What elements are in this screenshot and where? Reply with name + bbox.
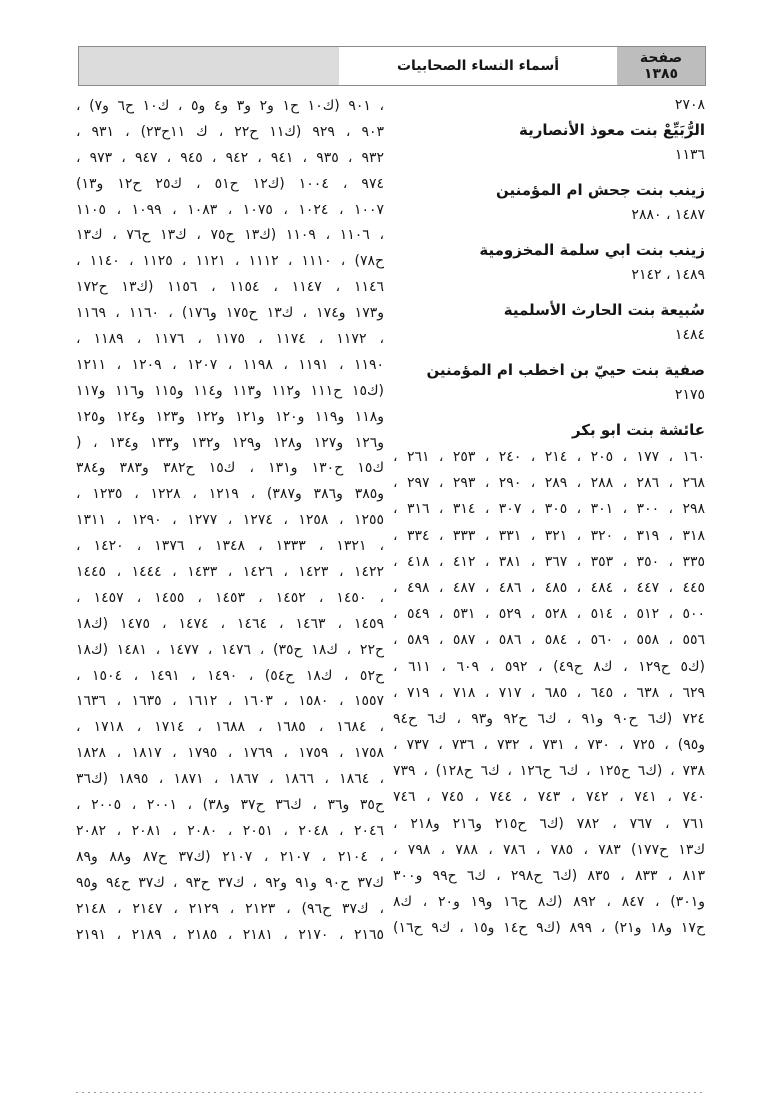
ref-line: ٥٠٠ ، ٥١٢ ، ٥١٤ ، ٥٢٨ ، ٥٢٩ ، ٥٣١ ، ٥٤٩ ،	[393, 606, 706, 623]
ref-line: ح٧٨) ، ١١١٠ ، ١١١٢ ، ١١٢١ ، ١١٢٥ ، ١١٤٠ ،	[76, 253, 385, 270]
ref-line: و٣٠١) ، ٨٤٧ ، ٨٩٢ (ك٨ ح١٦ و١٩ و٢٠ ، ك٨	[393, 894, 705, 911]
ref-line: ح٥٢ ، ك١٨ ح٥٤) ، ١٤٩٠ ، ١٤٩١ ، ١٥٠٤ ،	[76, 667, 385, 684]
ref-line: ح١٧ و١٨ و٢١) ، ٨٩٩ (ك٩ ح١٤ و١٥ ، ك٩ ح١٦)	[393, 920, 705, 937]
ref-line: ٧٢٤ (ك٦ ح٩٠ و٩١ ، ك٦ ح٩٢ و٩٣ ، ك٦ ح٩٤	[393, 710, 705, 727]
ref-line: ٩٠٣ ، ٩٢٩ (ك١١ ح٢٢ ، ك ١١ح٢٣) ، ٩٣١ ،	[76, 123, 384, 140]
entry-refs: ٢١٧٥	[674, 387, 705, 403]
ref-line: و١٢٦ و١٢٧ و١٢٨ و١٢٩ و١٣٢ و١٣٣ و١٣٤ ، (	[76, 434, 385, 451]
ref-line: ٦٢٩ ، ٦٣٨ ، ٦٤٥ ، ٦٨٥ ، ٧١٧ ، ٧١٨ ، ٧١٩ ،	[393, 684, 706, 701]
ref-line: ح٣٥ و٣٦ ، ك٣٦ ح٣٧ و٣٨) ، ٢٠٠١ ، ٢٠٠٥ ،	[76, 797, 384, 814]
entry-name: عائشة بنت ابو بكر	[571, 421, 705, 439]
entry-refs: ١١٣٦	[674, 147, 705, 163]
ref-line: ١٥٥٧ ، ١٥٨٠ ، ١٦٠٣ ، ١٦١٢ ، ١٦٣٥ ، ١٦٣٦	[76, 693, 385, 710]
page-number: ١٣٨٥	[643, 66, 679, 82]
ref-line: ، ١١٠٦ ، ١١٠٩ (ك١٣ ح٧٥ ، ك١٣ ح٧٦ ، ك١٣	[76, 227, 384, 244]
ref-line: و٩٥) ، ٧٢٥ ، ٧٣٠ ، ٧٣١ ، ٧٣٢ ، ٧٣٦ ، ٧٣٧ ،	[393, 737, 706, 754]
entry-refs: ١٤٨٧ ، ٢٨٨٠	[631, 207, 705, 223]
ref-line: ٧٦١ ، ٧٦٧ ، ٧٨٢ (ك٦ ح٢١٥ و٢١٦ و٢١٨ ،	[393, 815, 706, 832]
ref-line: ١١٤٦ ، ١١٤٧ ، ١١٥٤ ، ١١٥٦ (ك١٣ ح١٧٢	[76, 279, 385, 296]
ref-line: ٢٦٨ ، ٢٨٦ ، ٢٨٨ ، ٢٨٩ ، ٢٩٠ ، ٢٩٣ ، ٢٩٧ ،	[393, 475, 706, 492]
ref-line: ك١٥ ح١٣٠ و١٣١ ، ك١٥ ح٣٨٢ و٣٨٣ و٣٨٤	[76, 460, 384, 477]
ref-line: ك١٣ ح١٧٧) ٧٨٣ ، ٧٨٥ ، ٧٨٦ ، ٧٨٨ ، ٧٩٨ ،	[393, 841, 705, 858]
ref-line: ١٤٢٢ ، ١٤٢٣ ، ١٤٢٦ ، ١٤٣٣ ، ١٤٤٤ ، ١٤٤٥	[76, 564, 385, 581]
ref-line: ، ك٣٧ ح٩٦) ، ٢١٢٣ ، ٢١٢٩ ، ٢١٤٧ ، ٢١٤٨	[76, 900, 384, 917]
ref-line: و٣٨٥ و٣٨٦ و٣٨٧) ، ١٢١٩ ، ١٢٢٨ ، ١٢٣٥ ،	[76, 486, 385, 503]
ref-line: ١١٩٠ ، ١١٩١ ، ١١٩٨ ، ١٢٠٧ ، ١٢٠٩ ، ١٢١١	[76, 356, 385, 373]
ref-line: ٣١٨ ، ٣١٩ ، ٣٢٠ ، ٣٢١ ، ٣٣١ ، ٣٣٣ ، ٣٣٤ ،	[393, 527, 706, 544]
ref-line: ح٢٢ ، ك١٨ ح٣٥) ، ١٤٧٦ ، ١٤٧٧ ، ١٤٨١ (ك١٨	[76, 641, 385, 658]
entry-name: زينب بنت جحش ام المؤمنين	[495, 181, 705, 199]
ref-line: ، ٢١٠٤ ، ٢١٠٧ ، ٢١٠٧ (ك٣٧ ح٨٧ و٨٨ و٨٩	[76, 848, 385, 865]
bottom-rule	[76, 1092, 706, 1093]
ref-line: ٧٣٨ ، (ك٦ ح١٢٥ ، ك٦ ح١٢٦ ، ك٦ ح١٢٨) ، ٧٣٩	[393, 763, 705, 780]
left-column	[76, 94, 384, 948]
ref-line: ١٢٥٥ ، ١٢٥٨ ، ١٢٧٤ ، ١٢٧٧ ، ١٢٩٠ ، ١٣١١	[76, 512, 385, 529]
header-shade	[79, 47, 339, 85]
entry-refs: ١٤٨٤	[674, 327, 705, 343]
ref-line: ٧٤٠ ، ٧٤١ ، ٧٤٢ ، ٧٤٣ ، ٧٤٤ ، ٧٤٥ ، ٧٤٦	[393, 789, 706, 806]
ref-line: ٣٣٥ ، ٣٥٠ ، ٣٥٣ ، ٣٦٧ ، ٣٨١ ، ٤١٢ ، ٤١٨ ،	[393, 553, 706, 570]
ref-line: ، ٩٠١ (ك١٠ ح١ و٢ و٣ و٤ و٥ ، ك١٠ ح٦ و٧) ،	[76, 98, 384, 114]
ref-line: ٩٣٢ ، ٩٣٥ ، ٩٤١ ، ٩٤٢ ، ٩٤٥ ، ٩٤٧ ، ٩٧٣ ،	[76, 149, 385, 166]
ref-line: ٩٧٤ ، ١٠٠٤ (ك١٢ ح٥١ ، ك٢٥ ح١٢ و١٣)	[76, 175, 384, 192]
entry-name: سُبيعة بنت الحارث الأسلمية	[503, 301, 705, 319]
ref-line: (ك١٥ ح١١١ و١١٢ و١١٣ و١١٤ و١١٥ و١١٦ و١١٧	[76, 382, 384, 399]
ref-line: ١٦٠ ، ١٧٧ ، ٢٠٥ ، ٢١٤ ، ٢٤٠ ، ٢٥٣ ، ٢٦١ ،	[393, 449, 706, 465]
ref-line: ٢٠٤٦ ، ٢٠٤٨ ، ٢٠٥١ ، ٢٠٨٠ ، ٢٠٨١ ، ٢٠٨٢	[76, 822, 385, 839]
ref-line: ٢٩٨ ، ٣٠٠ ، ٣٠١ ، ٣٠٥ ، ٣٠٧ ، ٣١٤ ، ٣١٦ ،	[393, 501, 706, 518]
continued-ref: ٢٧٠٨	[674, 97, 705, 113]
ref-line: ، ١٣٢١ ، ١٣٣٣ ، ١٣٤٨ ، ١٣٧٦ ، ١٤٢٠ ،	[76, 538, 385, 555]
ref-line: ٤٤٥ ، ٤٤٧ ، ٤٨٤ ، ٤٨٥ ، ٤٨٦ ، ٤٨٧ ، ٤٩٨ ،	[393, 579, 706, 596]
ref-line: و١١٨ و١١٩ و١٢٠ و١٢١ و١٢٢ و١٢٣ و١٢٤ و١٢٥	[76, 408, 385, 425]
ref-line: ، ١٦٨٤ ، ١٦٨٥ ، ١٦٨٨ ، ١٧١٤ ، ١٧١٨ ،	[76, 719, 385, 736]
page-header	[78, 46, 706, 86]
ref-line: ، ١٨٦٤ ، ١٨٦٦ ، ١٨٦٧ ، ١٨٧١ ، ١٨٩٥ (ك٣٦	[76, 771, 385, 788]
ref-line: ٥٥٦ ، ٥٥٨ ، ٥٦٠ ، ٥٨٤ ، ٥٨٦ ، ٥٨٧ ، ٥٨٩ ،	[393, 632, 706, 649]
ref-line: ، ١٤٥٠ ، ١٤٥٢ ، ١٤٥٣ ، ١٤٥٥ ، ١٤٥٧ ،	[76, 589, 385, 606]
ref-line: ٢١٦٥ ، ٢١٧٠ ، ٢١٨١ ، ٢١٨٥ ، ٢١٨٩ ، ٢١٩١	[76, 926, 385, 943]
right-column	[393, 94, 705, 942]
entry-name: زينب بنت ابي سلمة المخزومية	[479, 241, 705, 259]
ref-line: ١٧٥٨ ، ١٧٥٩ ، ١٧٦٩ ، ١٧٩٥ ، ١٨١٧ ، ١٨٢٨	[76, 745, 385, 762]
ref-line: و١٧٣ و١٧٤ ، ك١٣ ح١٧٥ و١٧٦) ، ١١٦٠ ، ١١٦٩	[76, 305, 384, 322]
entry-name: الرُّبَيِّعْ بنت معوذ الأنصارية	[519, 121, 705, 139]
ref-line: (ك٥ ح١٢٩ ، ك٨ ح٤٩) ، ٥٩٢ ، ٦٠٩ ، ٦١١ ،	[393, 658, 706, 675]
ref-line: ١٠٠٧ ، ١٠٢٤ ، ١٠٧٥ ، ١٠٨٣ ، ١٠٩٩ ، ١١٠٥	[76, 201, 385, 218]
entry-name: صفية بنت حييّ بن اخطب ام المؤمنين	[426, 361, 705, 379]
entry-refs: ١٤٨٩ ، ٢١٤٢	[631, 267, 705, 283]
ref-line: ٨١٣ ، ٨٣٣ ، ٨٣٥ (ك٦ ح٢٩٨ ، ك٦ ح٩٩ و٣٠٠	[393, 868, 706, 884]
page-number-box	[617, 47, 705, 85]
ref-line: ك٣٧ ح٩٠ و٩١ و٩٢ ، ك٣٧ ح٩٣ ، ك٣٧ ح٩٤ و٩٥	[76, 874, 384, 891]
page-label: صفحة	[639, 50, 683, 66]
ref-line: ، ١١٧٢ ، ١١٧٤ ، ١١٧٥ ، ١١٧٦ ، ١١٨٩ ،	[76, 331, 385, 348]
ref-line: ١٤٥٩ ، ١٤٦٣ ، ١٤٦٤ ، ١٤٧٤ ، ١٤٧٥ (ك١٨	[76, 615, 385, 632]
entry-refs-block	[393, 444, 705, 942]
header-title: أسماء النساء الصحابيات	[339, 47, 617, 85]
